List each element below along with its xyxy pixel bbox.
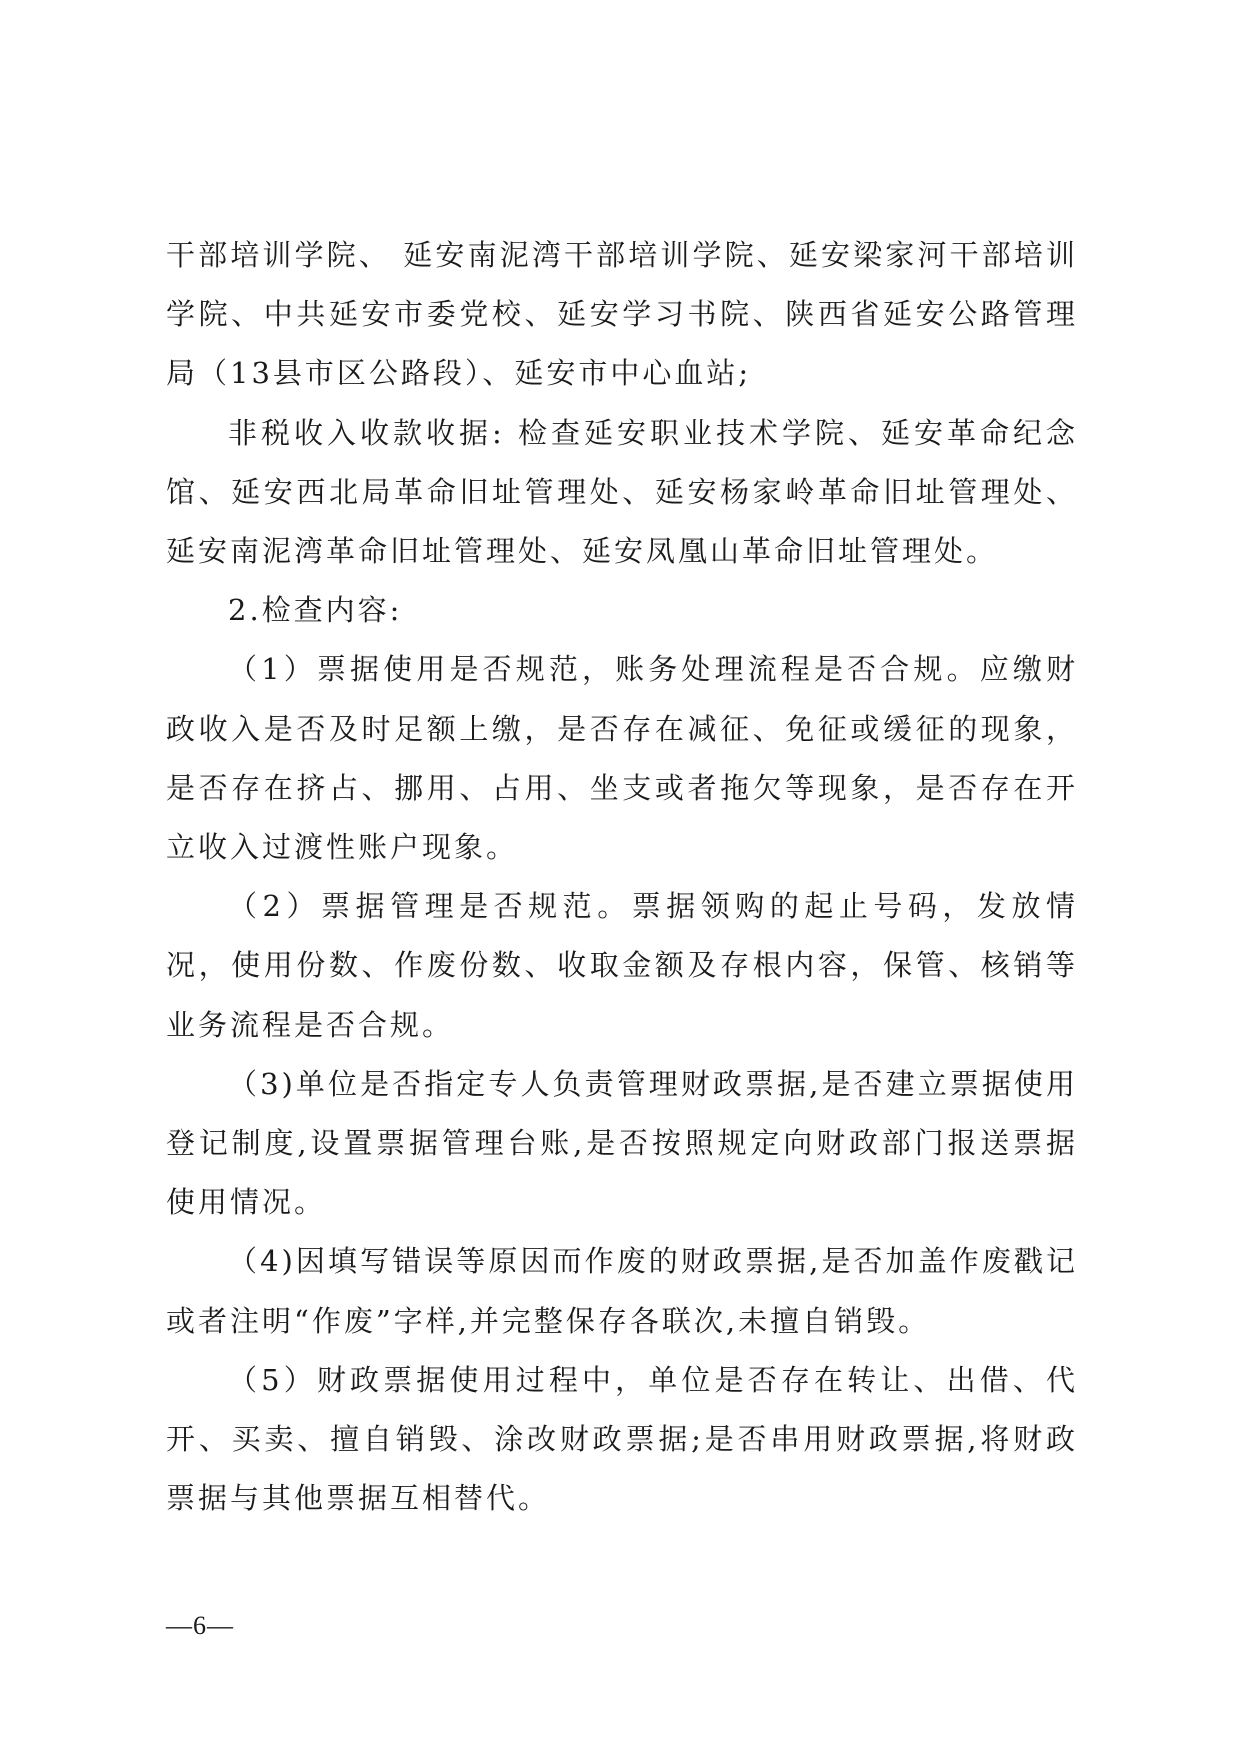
- section-heading-inspection-content: 2.检查内容:: [228, 593, 403, 628]
- paragraph-item-2: （2）票据管理是否规范。票据领购的起止号码，发放情况，使用份数、作废份数、收取金额及存根内容，保管、核销等业务流程是否合规。: [166, 889, 1078, 1042]
- paragraph-item-4: （4)因填写错误等原因而作废的财政票据,是否加盖作废戳记或者注明“作废”字样,并完整保存各联次,未擅自销毁。: [166, 1244, 1078, 1338]
- body-text: [166, 226, 1078, 1528]
- page-number: —6—: [166, 1611, 234, 1640]
- paragraph-item-3: （3)单位是否指定专人负责管理财政票据,是否建立票据使用登记制度,设置票据管理台账,是否按照规定向财政部门报送票据使用情况。: [166, 1066, 1078, 1220]
- paragraph-continued-institution-list: 干部培训学院、 延安南泥湾干部培训学院、延安梁家河干部培训学院、中共延安市委党校、延安学习书院、陕西省延安公路管理局（13县市区公路段）、延安市中心血站;: [166, 238, 1078, 391]
- paragraph-non-tax-receipts: 非税收入收款收据: 检查延安职业技术学院、延安革命纪念馆、延安西北局革命旧址管理处、延安杨家岭革命旧址管理处、延安南泥湾革命旧址管理处、延安凤凰山革命旧址管理处。: [166, 415, 1078, 569]
- paragraph-item-1: （1）票据使用是否规范，账务处理流程是否合规。应缴财政收入是否及时足额上缴，是否存在减征、免征或缓征的现象，是否存在挤占、挪用、占用、坐支或者拖欠等现象，是否存在开立收入过渡性账户现象。: [166, 652, 1078, 865]
- paragraph-item-5: （5）财政票据使用过程中，单位是否存在转让、出借、代开、买卖、擅自销毁、涂改财政票据;是否串用财政票据,将财政票据与其他票据互相替代。: [166, 1362, 1078, 1516]
